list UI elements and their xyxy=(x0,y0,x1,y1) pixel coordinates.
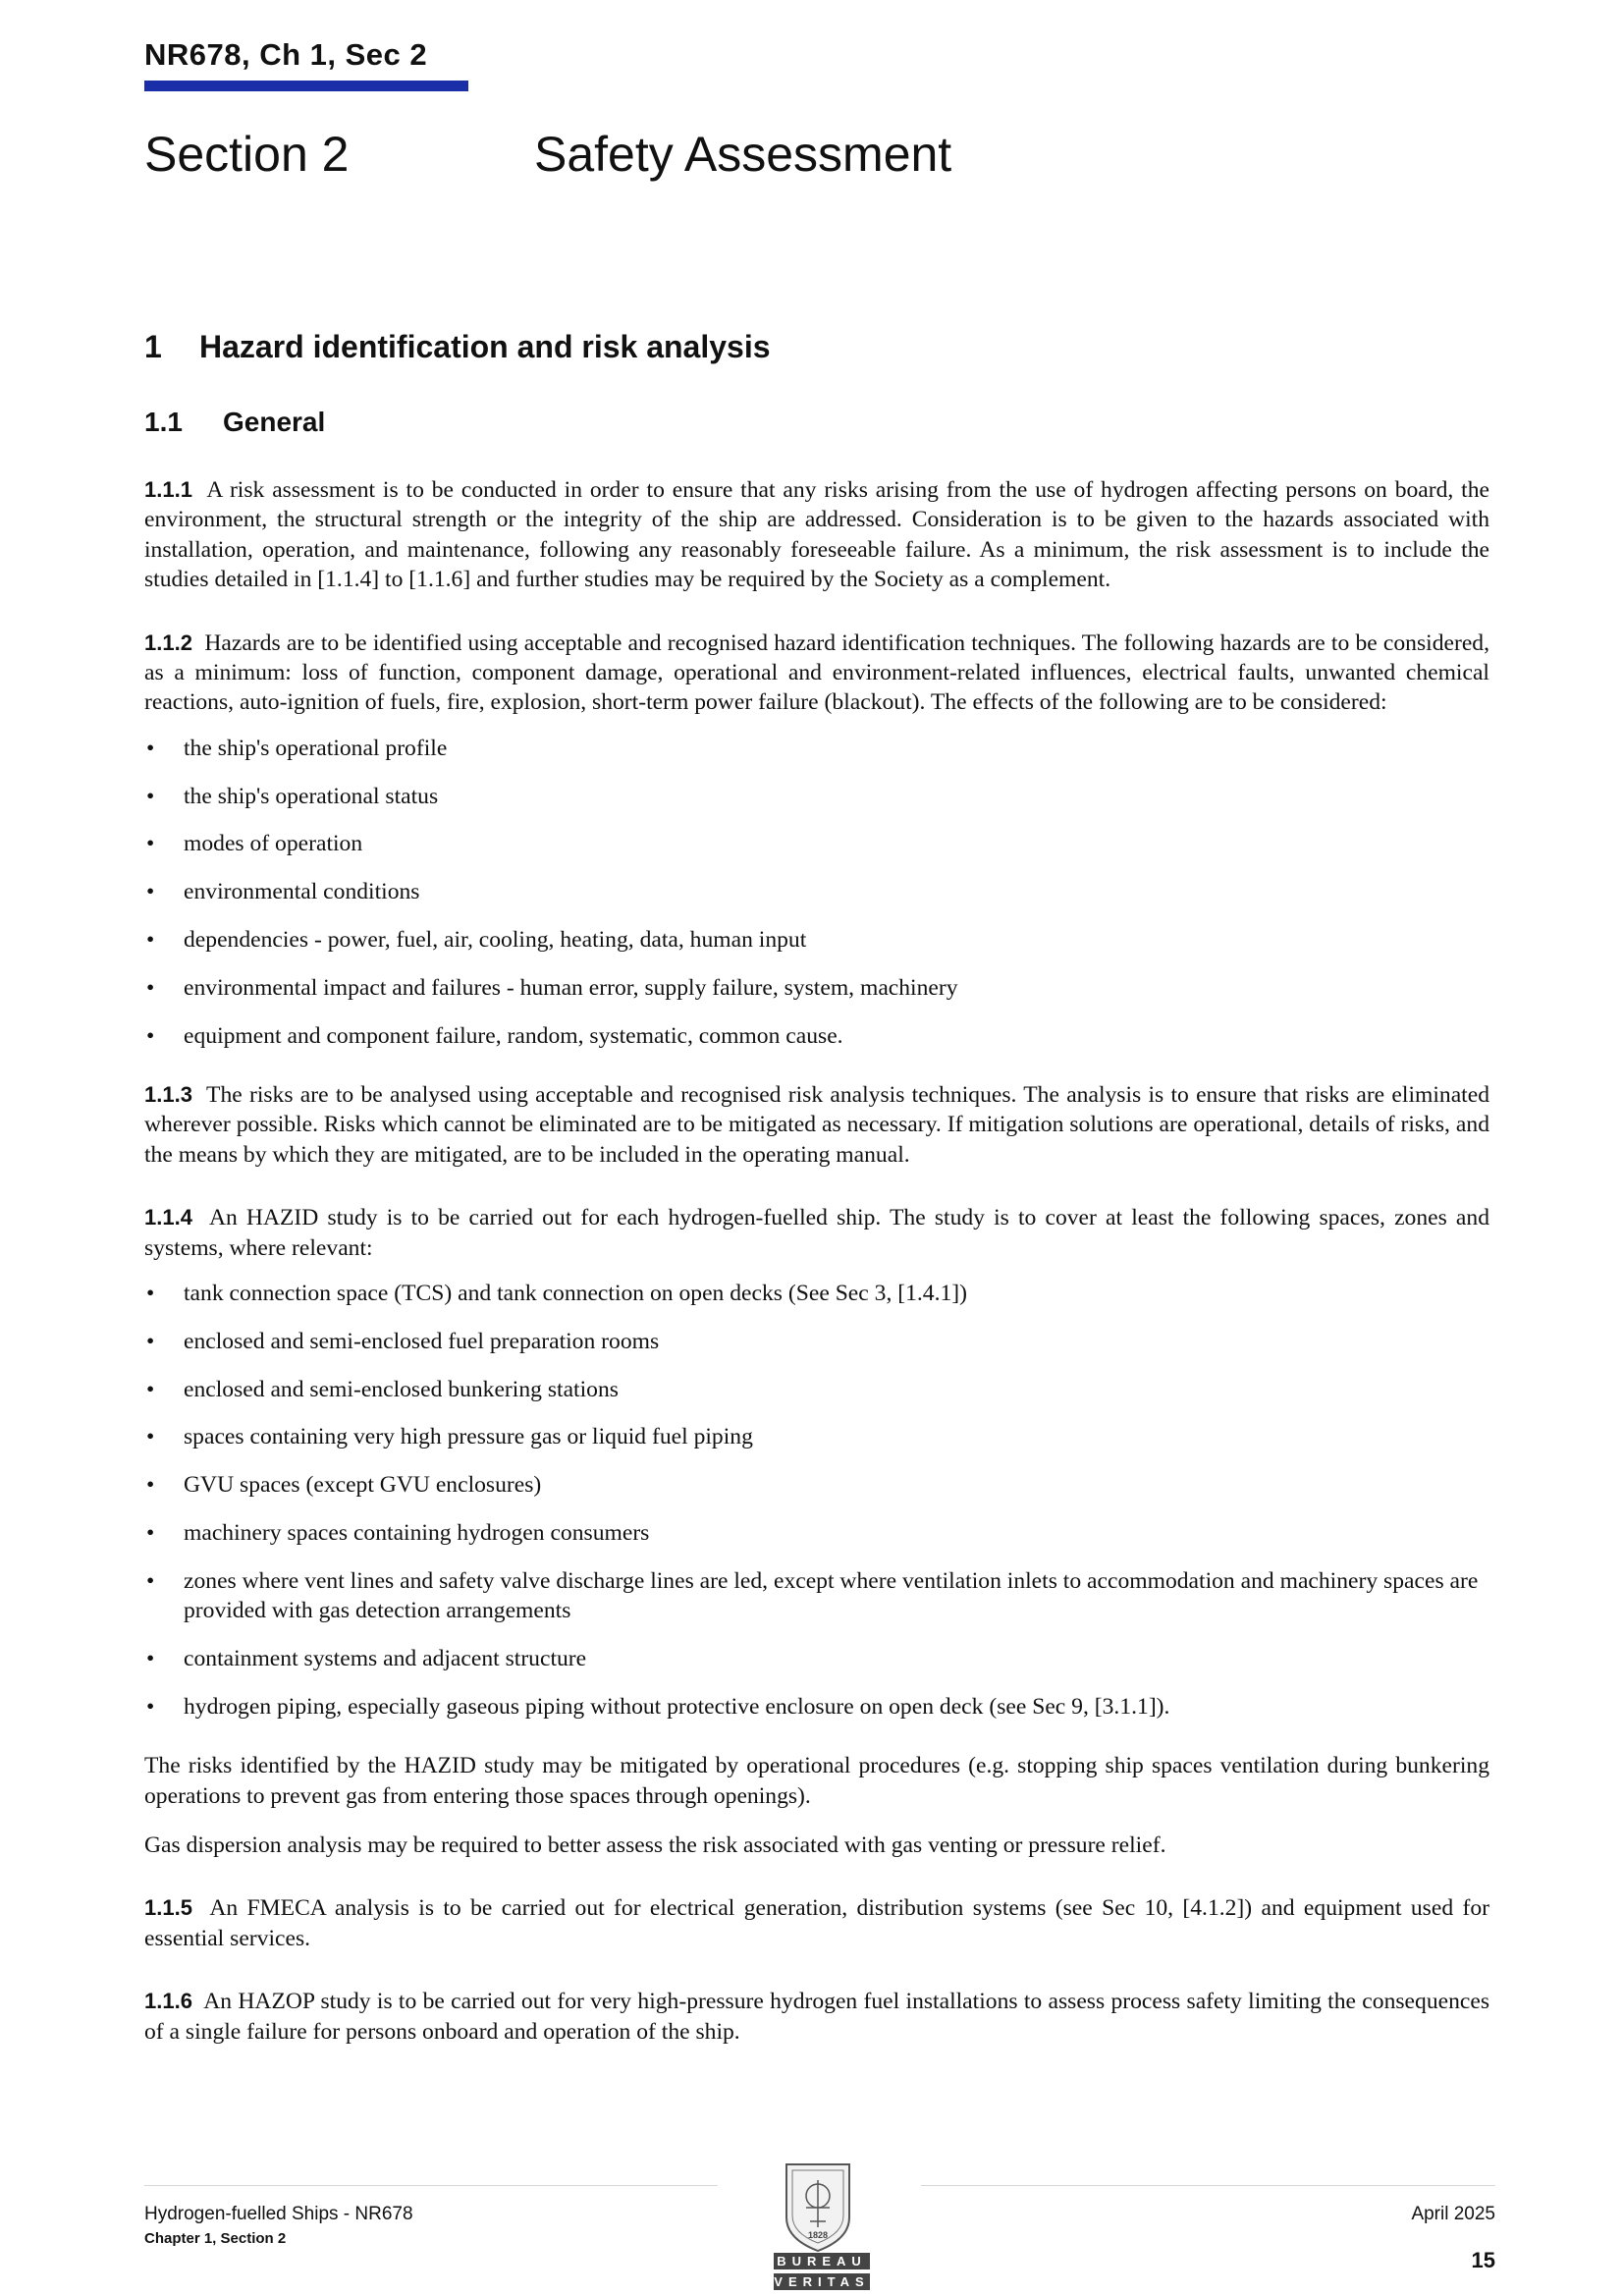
list-item: • containment systems and adjacent structure xyxy=(144,1644,1489,1673)
list-item: • modes of operation xyxy=(144,829,1489,858)
paragraph-gas-dispersion: Gas dispersion analysis may be required to better assess the risk associated with gas venting or pressure relief. xyxy=(144,1832,1166,1859)
body-content xyxy=(144,475,1489,2080)
list-item: • environmental conditions xyxy=(144,877,1489,906)
list-item: • tank connection space (TCS) and tank connection on open decks (See Sec 3, [1.4.1]) xyxy=(144,1279,1489,1308)
logo-word-top: BUREAU xyxy=(774,2253,870,2269)
list-item: • spaces containing very high pressure gas or liquid fuel piping xyxy=(144,1422,1489,1451)
list-item: • enclosed and semi-enclosed fuel preparation rooms xyxy=(144,1327,1489,1356)
header-reference: NR678, Ch 1, Sec 2 xyxy=(144,37,428,72)
list-item: • enclosed and semi-enclosed bunkering stations xyxy=(144,1375,1489,1404)
paragraph-text: A risk assessment is to be conducted in order to ensure that any risks arising from the use of hydrogen affecting persons on board, the environment, the structural strength or the integrity of the ship are addressed. Consideration is to be given to the hazards associated with installation, operation, and maintenance, following any reasonably foreseeable failure. As a minimum, the risk assessment is to include the studies detailed in [1.1.4] to [1.1.6] and further studies may be required by the Society as a complement. xyxy=(144,477,1489,593)
footer-date: April 2025 xyxy=(1411,2204,1495,2224)
spaces-list xyxy=(144,1279,1489,1722)
list-item: • equipment and component failure, random, systematic, common cause. xyxy=(144,1021,1489,1051)
list-item: • the ship's operational profile xyxy=(144,734,1489,763)
article-heading xyxy=(144,329,771,365)
bureau-veritas-logo-icon xyxy=(767,2157,869,2290)
list-item: • hydrogen piping, especially gaseous piping without protective enclosure on open deck (see Sec 9, [3.1.1]). xyxy=(144,1692,1489,1722)
paragraph-1-1-5 xyxy=(144,1893,1489,1953)
subarticle-number: 1.1 xyxy=(144,407,183,437)
paragraph-text: An HAZOP study is to be carried out for very high-pressure hydrogen fuel installations to assess process safety limiting the consequences of a single failure for persons onboard and operation of the ship. xyxy=(144,1989,1490,2045)
subarticle-title: General xyxy=(223,407,326,437)
article-number: 1 xyxy=(144,329,162,364)
list-item: • environmental impact and failures - human error, supply failure, system, machinery xyxy=(144,973,1489,1003)
paragraph-1-1-4 xyxy=(144,1203,1489,1263)
page-number: 15 xyxy=(1471,2248,1495,2272)
footer-divider xyxy=(921,2185,1495,2186)
paragraph-1-1-6 xyxy=(144,1987,1489,2047)
list-item: • GVU spaces (except GVU enclosures) xyxy=(144,1470,1489,1500)
paragraph-1-1-3 xyxy=(144,1080,1489,1170)
paragraph-1-1-1 xyxy=(144,475,1489,595)
header-accent-bar xyxy=(144,81,468,91)
paragraph-hazid-mitigation: The risks identified by the HAZID study may be mitigated by operational procedures (e.g. stopping ship spaces ventilation during bunkering operations to prevent gas from entering those spaces through openings). xyxy=(144,1753,1489,1809)
paragraph-number: 1.1.6 xyxy=(144,1989,192,2014)
section-title: Safety Assessment xyxy=(534,127,952,182)
article-title: Hazard identification and risk analysis xyxy=(199,329,771,364)
footer-chapter: Chapter 1, Section 2 xyxy=(144,2230,287,2247)
footer-divider xyxy=(144,2185,718,2186)
effects-list xyxy=(144,734,1489,1051)
paragraph-text: An HAZID study is to be carried out for each hydrogen-fuelled ship. The study is to cover at least the following spaces, zones and systems, where relevant: xyxy=(144,1205,1490,1261)
paragraph-text: An FMECA analysis is to be carried out for electrical generation, distribution systems (see Sec 10, [4.1.2]) and equipment used for essential services. xyxy=(144,1895,1489,1951)
paragraph-number: 1.1.2 xyxy=(144,629,192,655)
paragraph-number: 1.1.3 xyxy=(144,1082,192,1108)
paragraph-number: 1.1.5 xyxy=(144,1895,192,1921)
subarticle-heading xyxy=(144,407,325,438)
paragraph-1-1-2 xyxy=(144,629,1489,718)
paragraph-number: 1.1.1 xyxy=(144,477,192,502)
logo-word-bottom: VERITAS xyxy=(774,2274,870,2289)
paragraph-number: 1.1.4 xyxy=(144,1205,192,1230)
list-item: • dependencies - power, fuel, air, cooling, heating, data, human input xyxy=(144,925,1489,955)
paragraph-text: Hazards are to be identified using acceptable and recognised hazard identification techniques. The following hazards are to be considered, as a minimum: loss of function, component damage, operational and environment-related influences, electrical faults, unwanted chemical reactions, auto-ignition of fuels, fire, explosion, short-term power failure (blackout). The effects of the following are to be considered: xyxy=(144,629,1490,716)
list-item: • machinery spaces containing hydrogen consumers xyxy=(144,1518,1489,1548)
list-item: • zones where vent lines and safety valve discharge lines are led, except where ventilation inlets to accommodation and machinery spaces are provided with gas detection arrangements xyxy=(144,1566,1489,1626)
footer-document-title: Hydrogen-fuelled Ships - NR678 xyxy=(144,2204,413,2224)
svg-text:1828: 1828 xyxy=(807,2230,829,2240)
list-item: • the ship's operational status xyxy=(144,782,1489,811)
section-number: Section 2 xyxy=(144,127,350,182)
paragraph-text: The risks are to be analysed using acceptable and recognised risk analysis techniques. The analysis is to ensure that risks are eliminated wherever possible. Risks which cannot be eliminated are to be mitigated as necessary. If mitigation solutions are operational, details of risks, and the means by which they are mitigated, are to be included in the operating manual. xyxy=(144,1082,1489,1168)
